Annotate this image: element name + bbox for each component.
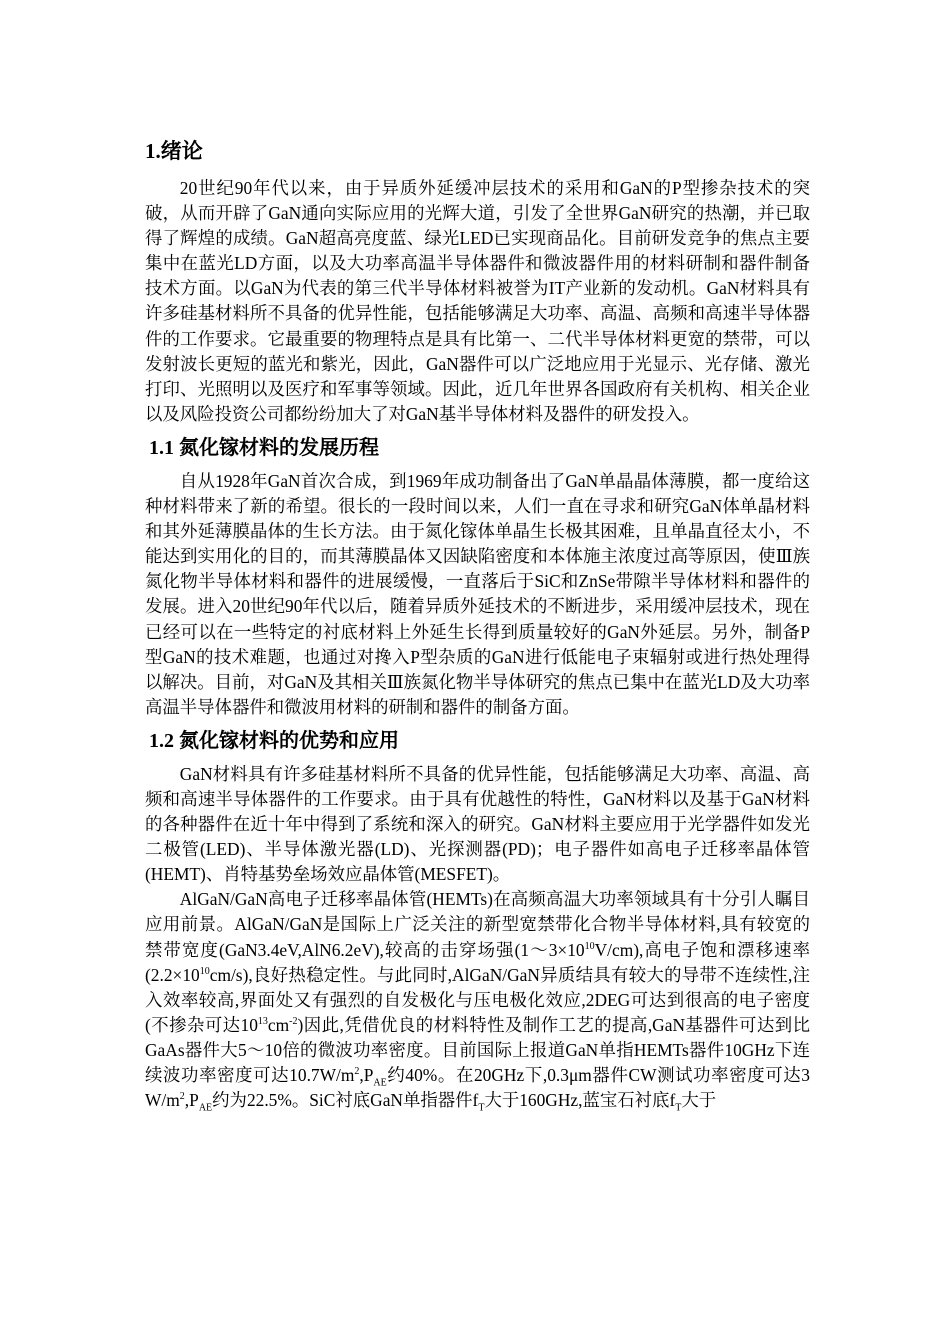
text-run: cm/s),良好热稳定性。与此同时,AlGaN/GaN异质结具有较大的导带不连续性,注入效率较高,界面处又有强烈的自发极化与压电极化效应,2DEG可达到很高的电子密度(不掺杂可达10 <box>145 964 810 1035</box>
section-1-2-title: 1.2 氮化镓材料的优势和应用 <box>149 729 399 752</box>
superscript: 2 <box>179 1091 185 1103</box>
section-1-1-title: 1.1 氮化镓材料的发展历程 <box>149 436 379 459</box>
superscript: 10 <box>199 965 210 977</box>
text-run: 约40%。在20GHz下,0.3μm器件CW测试功率密度可达3 W/m <box>145 1065 810 1111</box>
text-run: 大于160GHz,蓝宝石衬底f <box>484 1090 676 1111</box>
text-run: )因此,凭借优良的材料特性及制作工艺的提高,GaN基器件可达到比GaAs器件大5～10倍的微波功率密度。目前国际上报道GaN单指HEMTs器件10GHz下连续波功率密度可达10.7W/m <box>145 1014 810 1085</box>
text-run: V/cm),高电子饱和漂移速率(2.2×10 <box>145 939 810 985</box>
superscript: 10 <box>584 940 595 952</box>
subscript: AE <box>198 1102 213 1114</box>
section-1-2-paragraph-1: GaN材料具有许多硅基材料所不具备的优异性能，包括能够满足大功率、高温、高频和高速半导体器件的工作要求。由于具有优越性的特性，GaN材料以及基于GaN材料的各种器件在近十年中得到了系统和深入的研究。GaN材料主要应用于光学器件如发光二极管(LED)、半导体激光器(LD)、光探测器(PD)；电子器件如高电子迁移率晶体管(HEMT)、肖特基势垒场效应晶体管(MESFET)。 <box>145 763 810 885</box>
subscript: T <box>478 1102 485 1114</box>
superscript: -2 <box>289 1016 298 1028</box>
section-1-2-paragraph-2 <box>145 887 810 1113</box>
superscript: 13 <box>257 1016 268 1028</box>
text-run: ,P <box>184 1090 199 1111</box>
document-page <box>145 136 810 1113</box>
subscript: T <box>675 1102 682 1114</box>
superscript: 2 <box>354 1066 360 1078</box>
text-run: ,P <box>359 1065 374 1085</box>
section-1-1-paragraph: 自从1928年GaN首次合成，到1969年成功制备出了GaN单晶晶体薄膜，都一度给这种材料带来了新的希望。很长的一段时间以来，人们一直在寻求和研究GaN体单晶材料和其外延薄膜晶体的生长方法。由于氮化镓体单晶生长极其困难，且单晶直径太小，不能达到实用化的目的，而其薄膜晶体又因缺陷密度和本体施主浓度过高等原因，使Ⅲ族氮化物半导体材料和器件的进展缓慢，一直落后于SiC和ZnSe带隙半导体材料和器件的发展。进入20世纪90年代以后，随着异质外延技术的不断进步，采用缓冲层技术，现在已经可以在一些特定的衬底材料上外延生长得到质量较好的GaN外延层。另外，制备P型GaN的技术难题，也通过对搀入P型杂质的GaN进行低能电子束辐射或进行热处理得以解决。目前，对GaN及其相关Ⅲ族氮化物半导体研究的焦点已集中在蓝光LD及大功率高温半导体器件和微波用材料的研制和器件的制备方面。 <box>145 470 810 717</box>
text-run: AlGaN/GaN高电子迁移率晶体管(HEMTs)在高频高温大功率领域具有十分引人瞩目应用前景。AlGaN/GaN是国际上广泛关注的新型宽禁带化合物半导体材料,具有较宽的禁带宽度(GaN3.4eV,AlN6.2eV),较高的击穿场强(1～3×10 <box>145 889 810 960</box>
section-1-paragraph: 20世纪90年代以来，由于异质外延缓冲层技术的采用和GaN的P型掺杂技术的突破，从而开辟了GaN通向实际应用的光辉大道，引发了全世界GaN研究的热潮，并已取得了辉煌的成绩。GaN超高亮度蓝、绿光LED已实现商品化。目前研发竞争的焦点主要集中在蓝光LD方面，以及大功率高温半导体器件和微波器件用的材料研制和器件制备技术方面。以GaN为代表的第三代半导体材料被誉为IT产业新的发动机。GaN材料具有许多硅基材料所不具备的优异性能，包括能够满足大功率、高温、高频和高速半导体器件的工作要求。它最重要的物理特点是具有比第一、二代半导体材料更宽的禁带，可以发射波长更短的蓝光和紫光，因此，GaN器件可以广泛地应用于光显示、光存储、激光打印、光照明以及医疗和军事等领域。因此，近几年世界各国政府有关机构、相关企业以及风险投资公司都纷纷加大了对GaN基半导体材料及器件的研发投入。 <box>145 178 810 424</box>
section-1-title: 1.绪论 <box>145 139 203 163</box>
text-run: 大于 <box>681 1090 717 1111</box>
subscript: AE <box>373 1077 387 1089</box>
text-run: cm <box>267 1014 290 1035</box>
text-run: 约为22.5%。SiC衬底GaN单指器件f <box>212 1090 479 1111</box>
